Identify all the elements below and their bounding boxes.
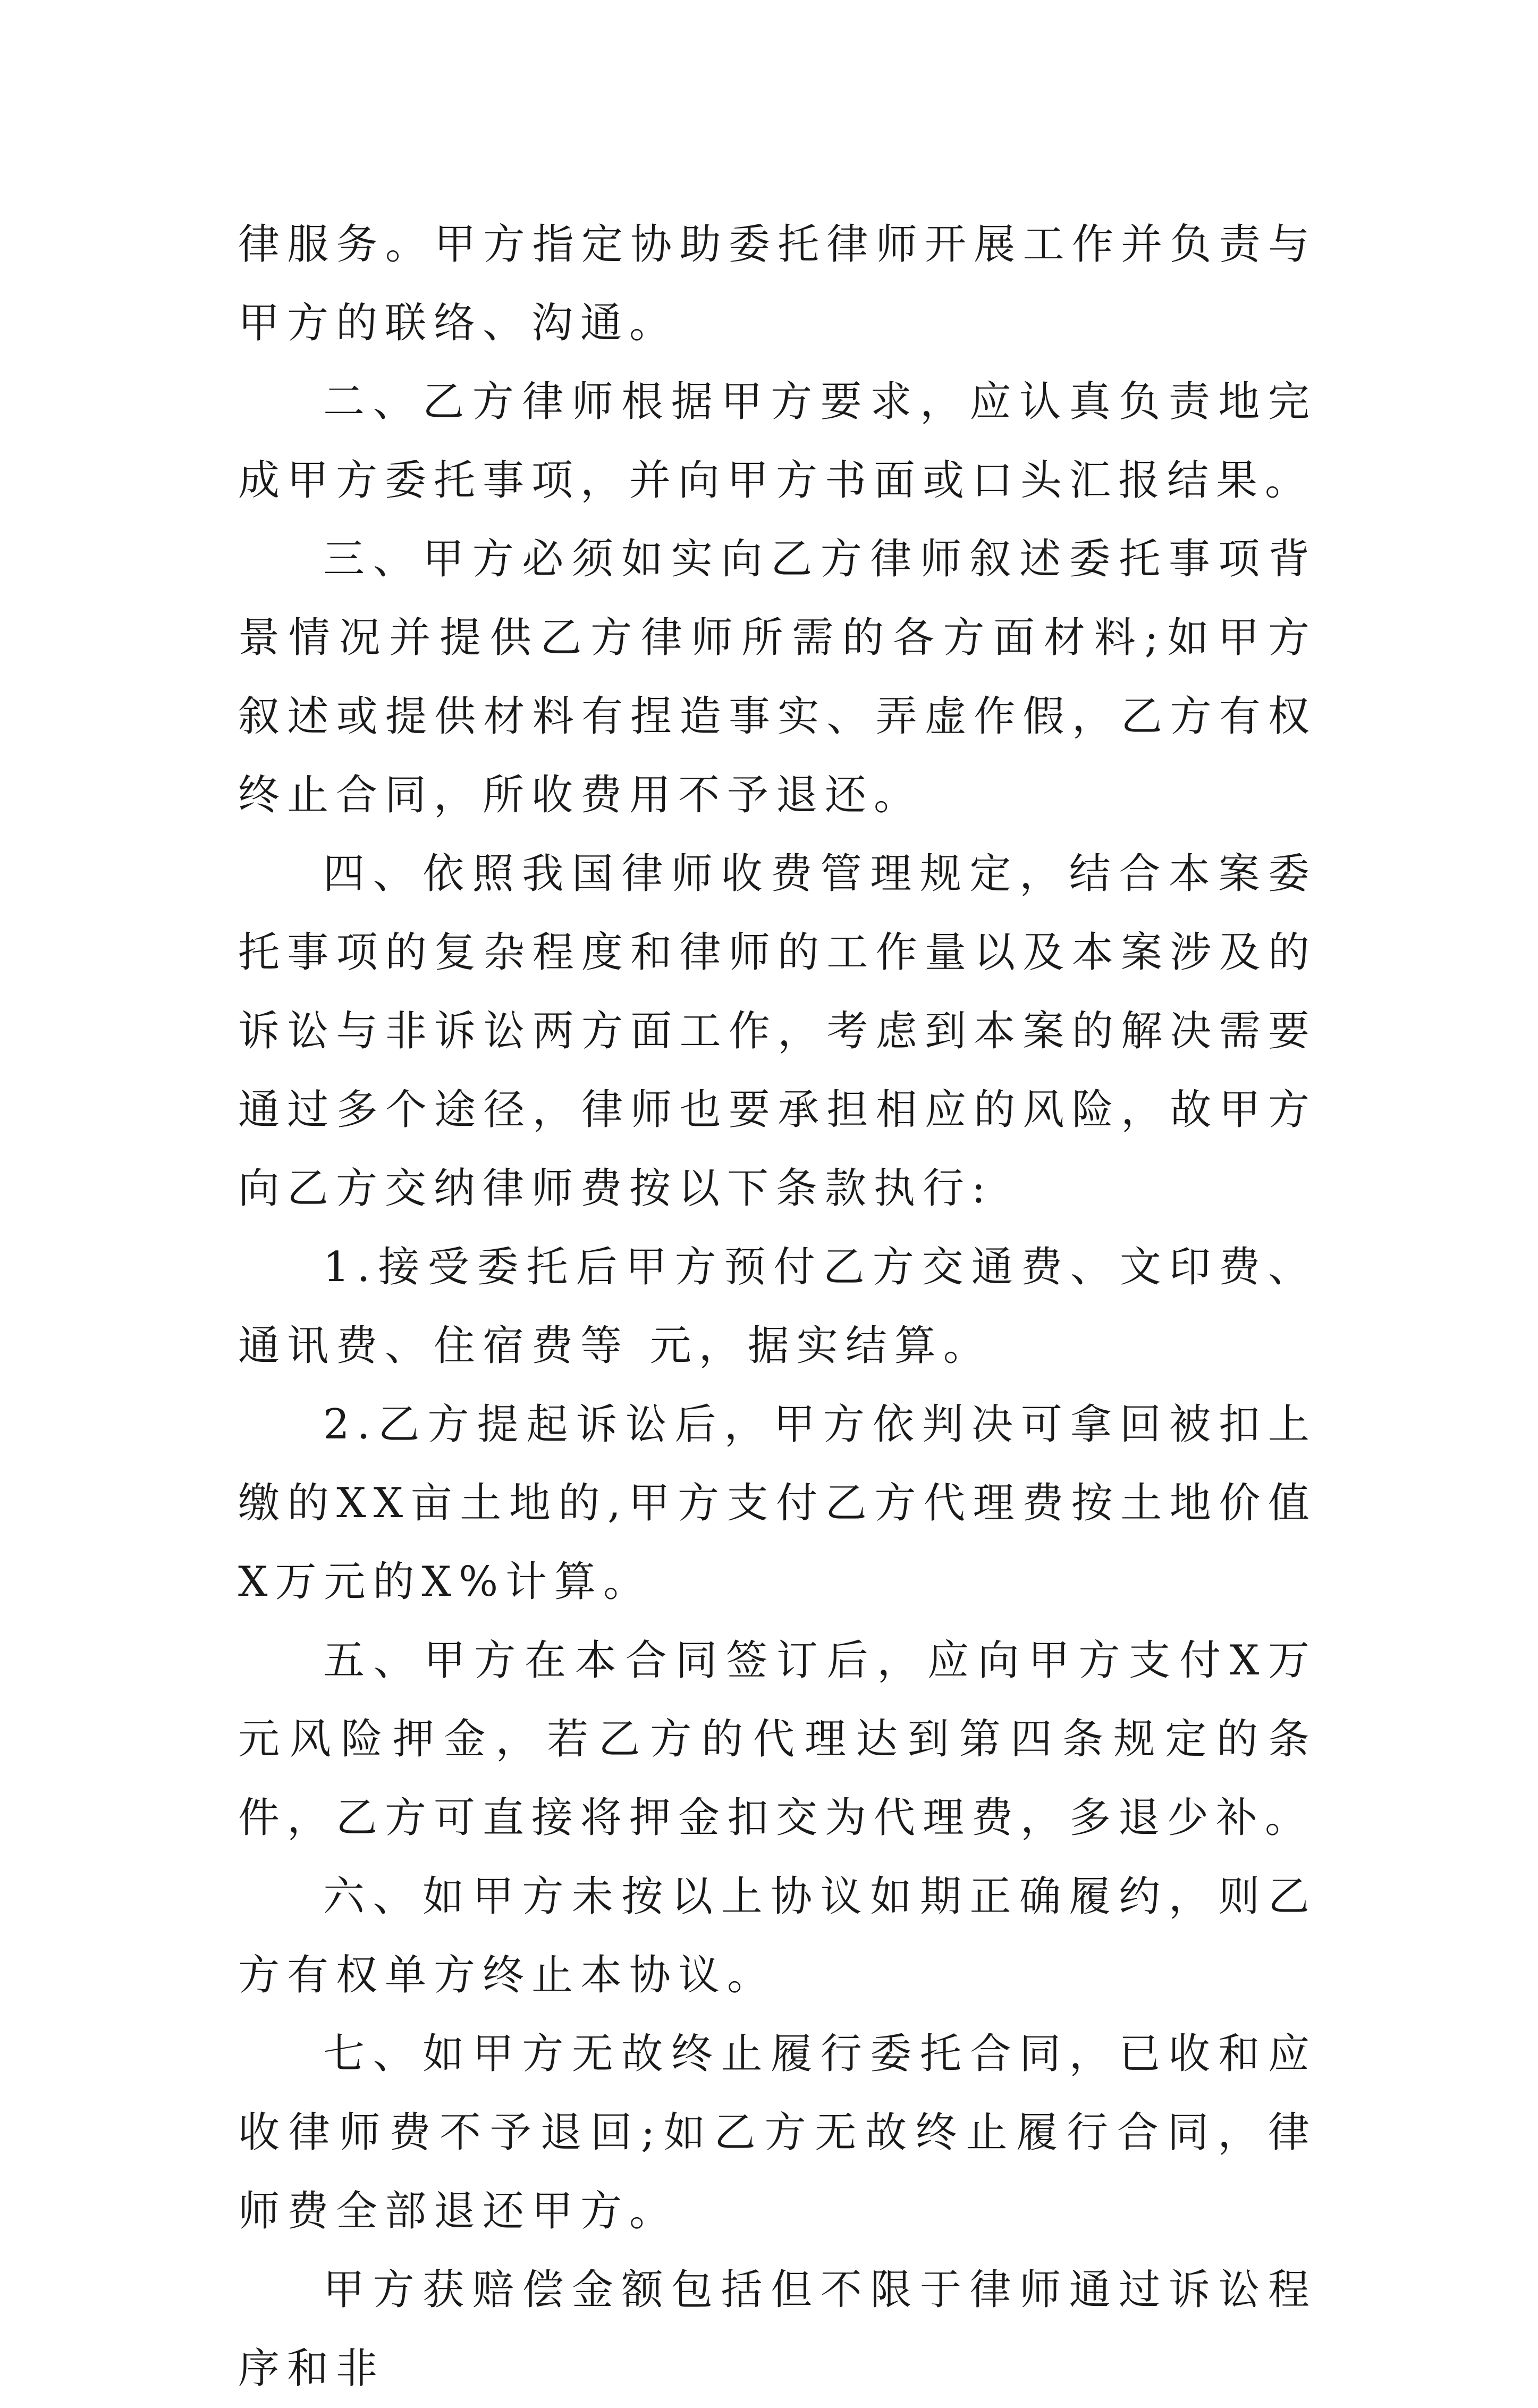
paragraph-clause-7: 七、如甲方无故终止履行委托合同，已收和应收律师费不予退回;如乙方无故终止履行合同，律师费全部退还甲方。 bbox=[238, 2030, 1317, 2235]
paragraph-clause-2: 二、乙方律师根据甲方要求，应认真负责地完成甲方委托事项，并向甲方书面或口头汇报结果。 bbox=[238, 378, 1317, 504]
paragraph-clause-5: 五、甲方在本合同签订后，应向甲方支付X万元风险押金，若乙方的代理达到第四条规定的条件，乙方可直接将押金扣交为代理费，多退少补。 bbox=[238, 1637, 1317, 1842]
paragraph-compensation: 甲方获赔偿金额包括但不限于律师通过诉讼程序和非 bbox=[238, 2266, 1317, 2393]
paragraph-clause-4-item-2: 2.乙方提起诉讼后，甲方依判决可拿回被扣上缴的XX亩土地的,甲方支付乙方代理费按土地价值X万元的X%计算。 bbox=[238, 1401, 1317, 1606]
paragraph-continuation: 律服务。甲方指定协助委托律师开展工作并负责与甲方的联络、沟通。 bbox=[238, 221, 1317, 347]
paragraph-clause-4-item-1: 1.接受委托后甲方预付乙方交通费、文印费、通讯费、住宿费等 元，据实结算。 bbox=[238, 1243, 1317, 1370]
paragraph-clause-4: 四、依照我国律师收费管理规定，结合本案委托事项的复杂程度和律师的工作量以及本案涉及的诉讼与非诉讼两方面工作，考虑到本案的解决需要通过多个途径，律师也要承担相应的风险，故甲方向乙方交纳律师费按以下条款执行: bbox=[238, 850, 1317, 1213]
paragraph-clause-3: 三、甲方必须如实向乙方律师叙述委托事项背景情况并提供乙方律师所需的各方面材料;如甲方叙述或提供材料有捏造事实、弄虚作假，乙方有权终止合同，所收费用不予退还。 bbox=[238, 535, 1317, 819]
document-body bbox=[238, 205, 1317, 2408]
paragraph-clause-6: 六、如甲方未按以上协议如期正确履约，则乙方有权单方终止本协议。 bbox=[238, 1873, 1317, 1999]
